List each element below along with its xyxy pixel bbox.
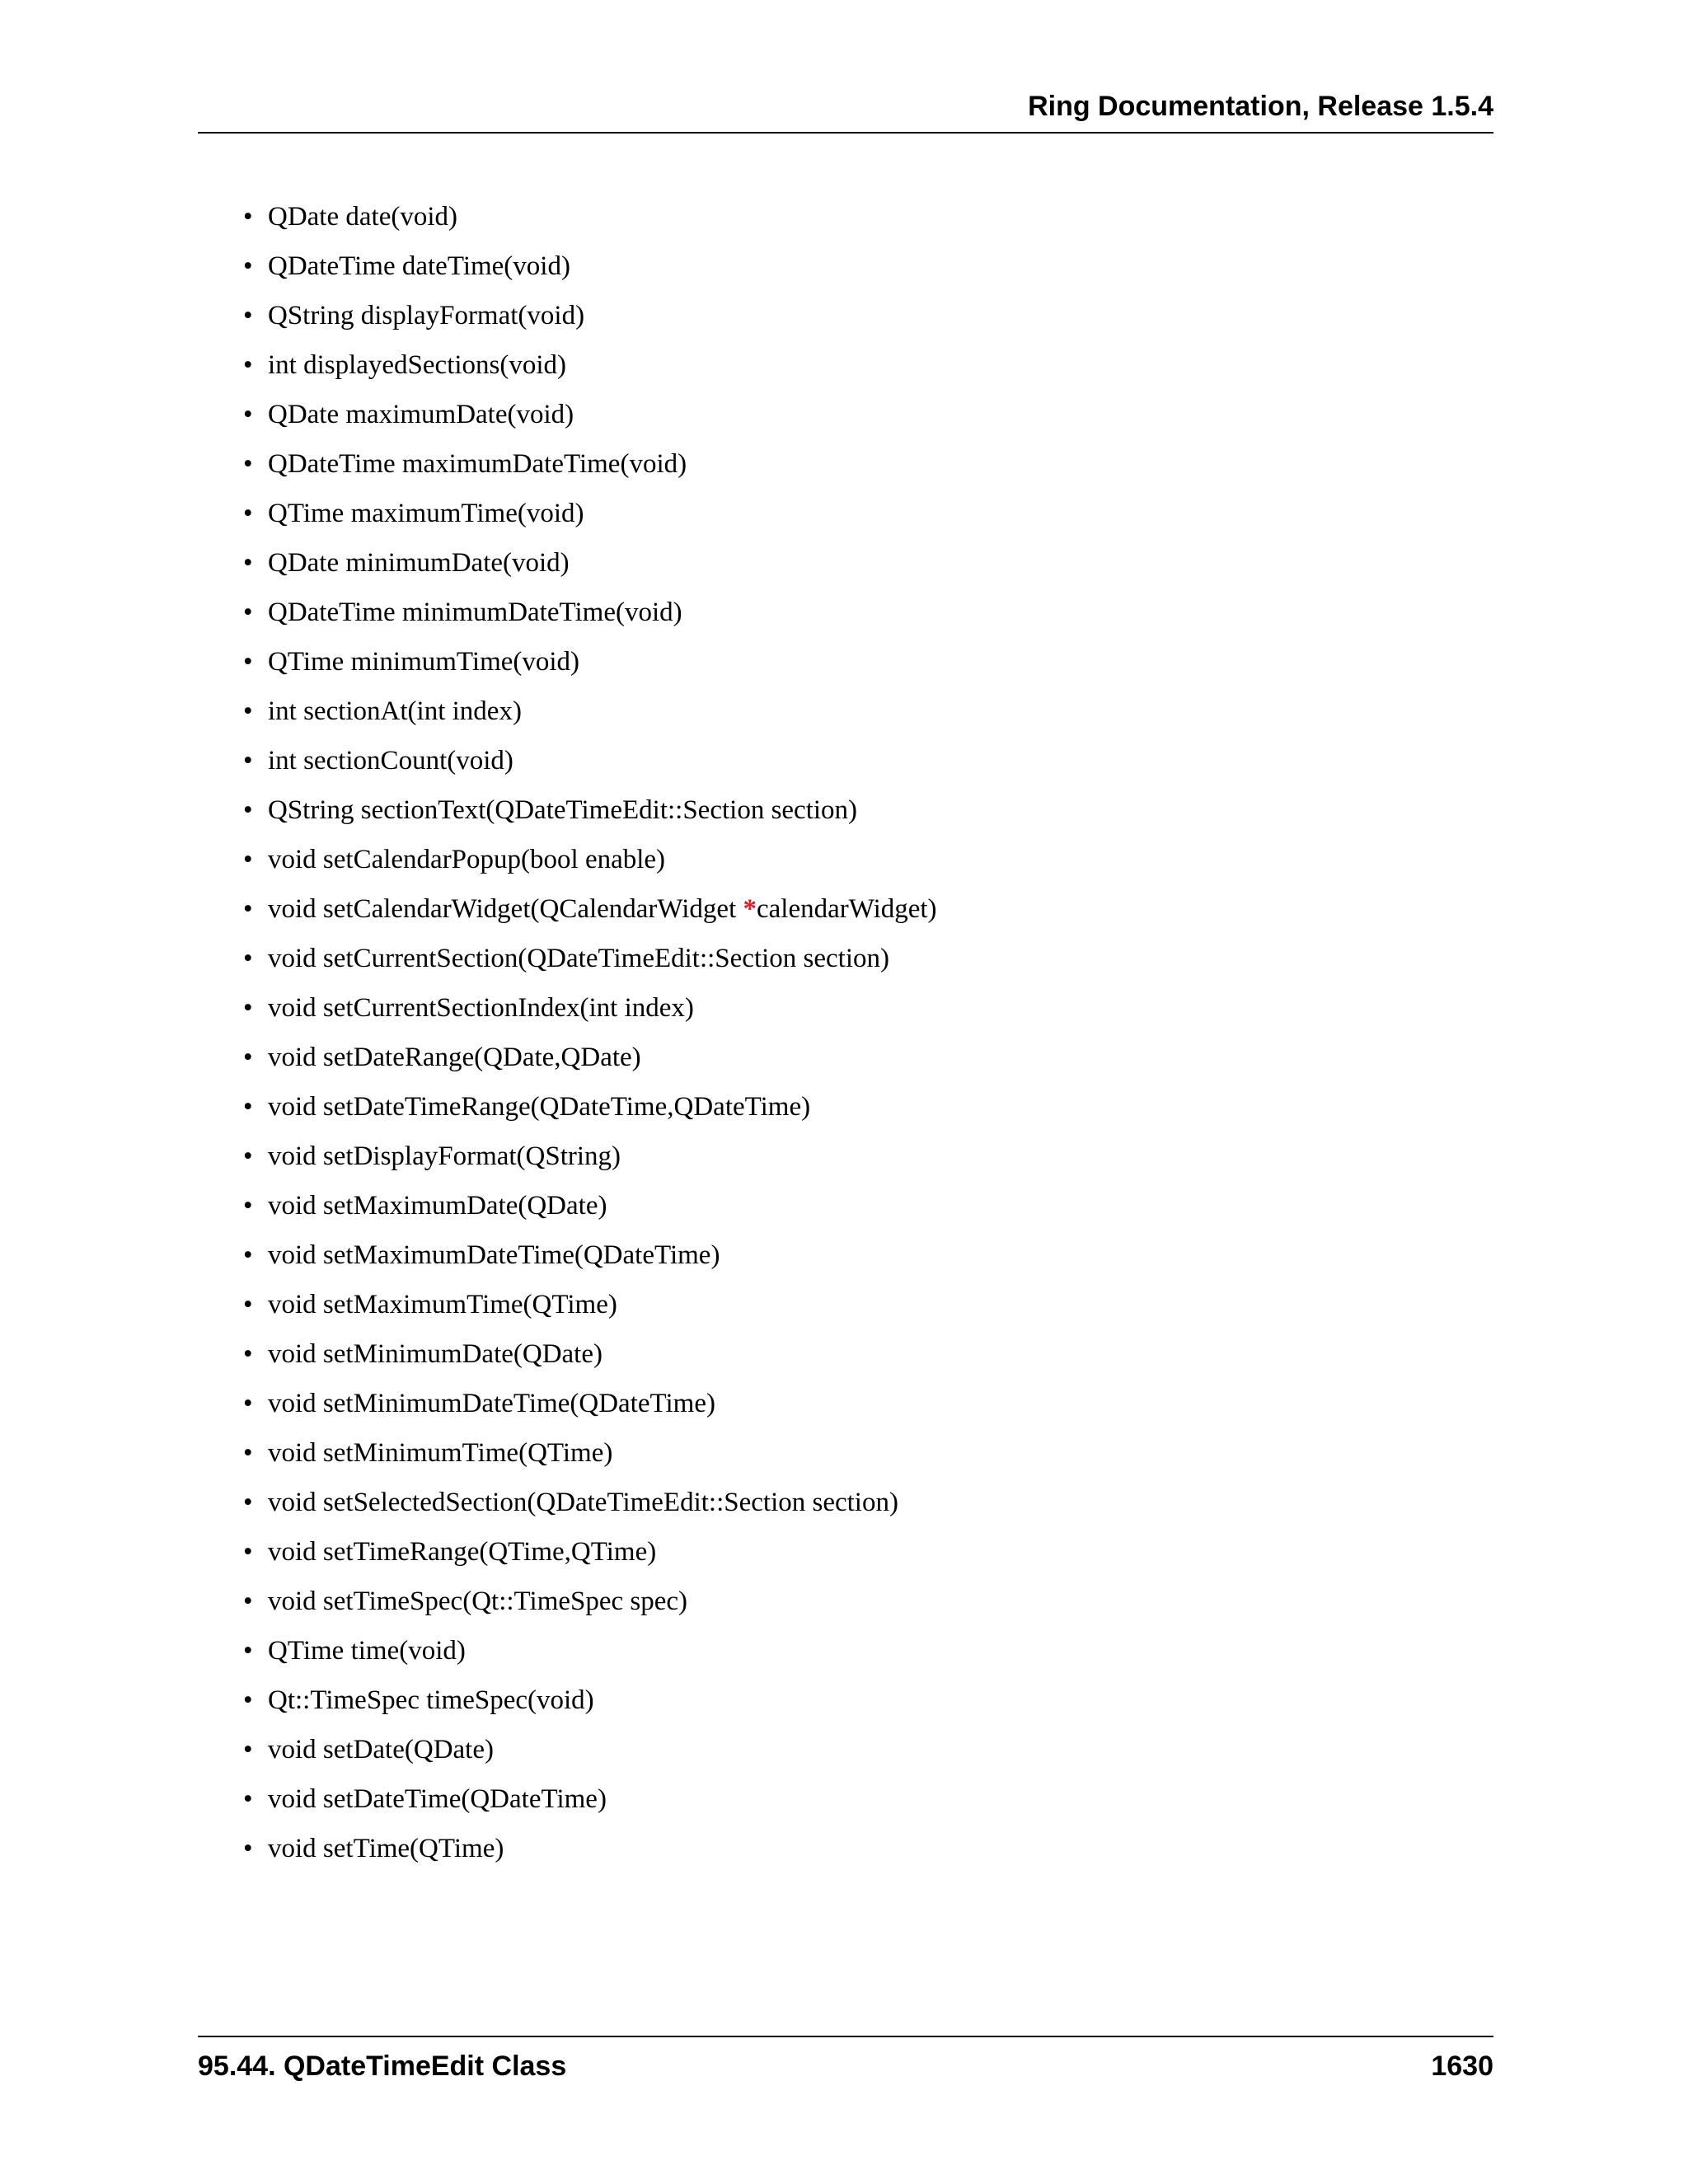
bullet-icon: •: [243, 1043, 253, 1072]
bullet-icon: •: [243, 1389, 253, 1418]
method-signature: int sectionCount(void): [268, 746, 513, 776]
method-signature: void setSelectedSection(QDateTimeEdit::Section section): [268, 1488, 898, 1517]
method-signature: void setDateTimeRange(QDateTime,QDateTime): [268, 1092, 811, 1122]
method-signature: void setCurrentSectionIndex(int index): [268, 993, 694, 1023]
method-signature: void setCurrentSection(QDateTimeEdit::Section section): [268, 944, 889, 973]
bullet-icon: •: [243, 1092, 253, 1122]
method-signature: void setMaximumTime(QTime): [268, 1290, 617, 1319]
method-signature: QTime maximumTime(void): [268, 499, 584, 528]
bullet-icon: •: [243, 944, 253, 973]
bullet-icon: •: [243, 598, 253, 627]
method-signature: void setDateRange(QDate,QDate): [268, 1043, 641, 1072]
method-signature: void setTimeRange(QTime,QTime): [268, 1537, 657, 1567]
bullet-icon: •: [243, 1834, 253, 1863]
bullet-icon: •: [243, 1586, 253, 1616]
bullet-icon: •: [243, 499, 253, 528]
bullet-icon: •: [243, 1537, 253, 1567]
bullet-icon: •: [243, 548, 253, 578]
bullet-icon: •: [243, 350, 253, 380]
method-signature: void setMaximumDateTime(QDateTime): [268, 1240, 720, 1270]
bullet-icon: •: [243, 845, 253, 874]
method-signature: void setDate(QDate): [268, 1735, 494, 1765]
bullet-icon: •: [243, 647, 253, 677]
method-signature: void setMinimumTime(QTime): [268, 1438, 613, 1468]
method-signature: void setTimeSpec(Qt::TimeSpec spec): [268, 1586, 688, 1616]
method-signature: int displayedSections(void): [268, 350, 567, 380]
method-signature: void setDisplayFormat(QString): [268, 1141, 621, 1171]
bullet-icon: •: [243, 1191, 253, 1221]
bullet-icon: •: [243, 993, 253, 1023]
footer-section-title: 95.44. QDateTimeEdit Class: [198, 2050, 567, 2082]
method-signature: QDate minimumDate(void): [268, 548, 570, 578]
bullet-icon: •: [243, 202, 253, 232]
bullet-icon: •: [243, 1636, 253, 1666]
bullet-icon: •: [243, 1141, 253, 1171]
method-signature: QString sectionText(QDateTimeEdit::Section section): [268, 795, 858, 825]
bullet-icon: •: [243, 400, 253, 429]
bullet-icon: •: [243, 449, 253, 479]
footer-page-number: 1630: [1431, 2050, 1493, 2082]
method-signature: QString displayFormat(void): [268, 301, 585, 330]
method-signature: QDateTime maximumDateTime(void): [268, 449, 687, 479]
method-signature: void setTime(QTime): [268, 1834, 504, 1863]
bullet-icon: •: [243, 1438, 253, 1468]
bullet-icon: •: [243, 746, 253, 776]
bullet-icon: •: [243, 1290, 253, 1319]
method-signature: Qt::TimeSpec timeSpec(void): [268, 1685, 594, 1715]
bullet-icon: •: [243, 696, 253, 726]
method-signature: void setMinimumDateTime(QDateTime): [268, 1389, 715, 1418]
method-signature: void setMinimumDate(QDate): [268, 1339, 603, 1369]
bullet-icon: •: [243, 1339, 253, 1369]
bullet-icon: •: [243, 251, 253, 281]
method-signature: QDate date(void): [268, 202, 457, 232]
method-signature: QTime time(void): [268, 1636, 466, 1666]
method-signature: QTime minimumTime(void): [268, 647, 580, 677]
bullet-icon: •: [243, 301, 253, 330]
method-signature: void setCalendarWidget(QCalendarWidget *calendarWidget): [268, 894, 937, 924]
method-signature: int sectionAt(int index): [268, 696, 522, 726]
bullet-icon: •: [243, 1735, 253, 1765]
bullet-icon: •: [243, 795, 253, 825]
pointer-asterisk: *: [743, 894, 757, 924]
bullet-icon: •: [243, 1685, 253, 1715]
method-signature: QDateTime minimumDateTime(void): [268, 598, 682, 627]
bullet-icon: •: [243, 894, 253, 924]
header-title: Ring Documentation, Release 1.5.4: [1028, 91, 1493, 122]
method-signature: void setDateTime(QDateTime): [268, 1784, 607, 1814]
method-signature: void setCalendarPopup(bool enable): [268, 845, 666, 874]
method-signature: QDate maximumDate(void): [268, 400, 574, 429]
page-footer: [198, 2036, 1493, 2082]
method-signature: QDateTime dateTime(void): [268, 251, 570, 281]
bullet-icon: •: [243, 1784, 253, 1814]
page-header: [198, 89, 1493, 134]
bullet-icon: •: [243, 1488, 253, 1517]
method-signature: void setMaximumDate(QDate): [268, 1191, 607, 1221]
bullet-icon: •: [243, 1240, 253, 1270]
